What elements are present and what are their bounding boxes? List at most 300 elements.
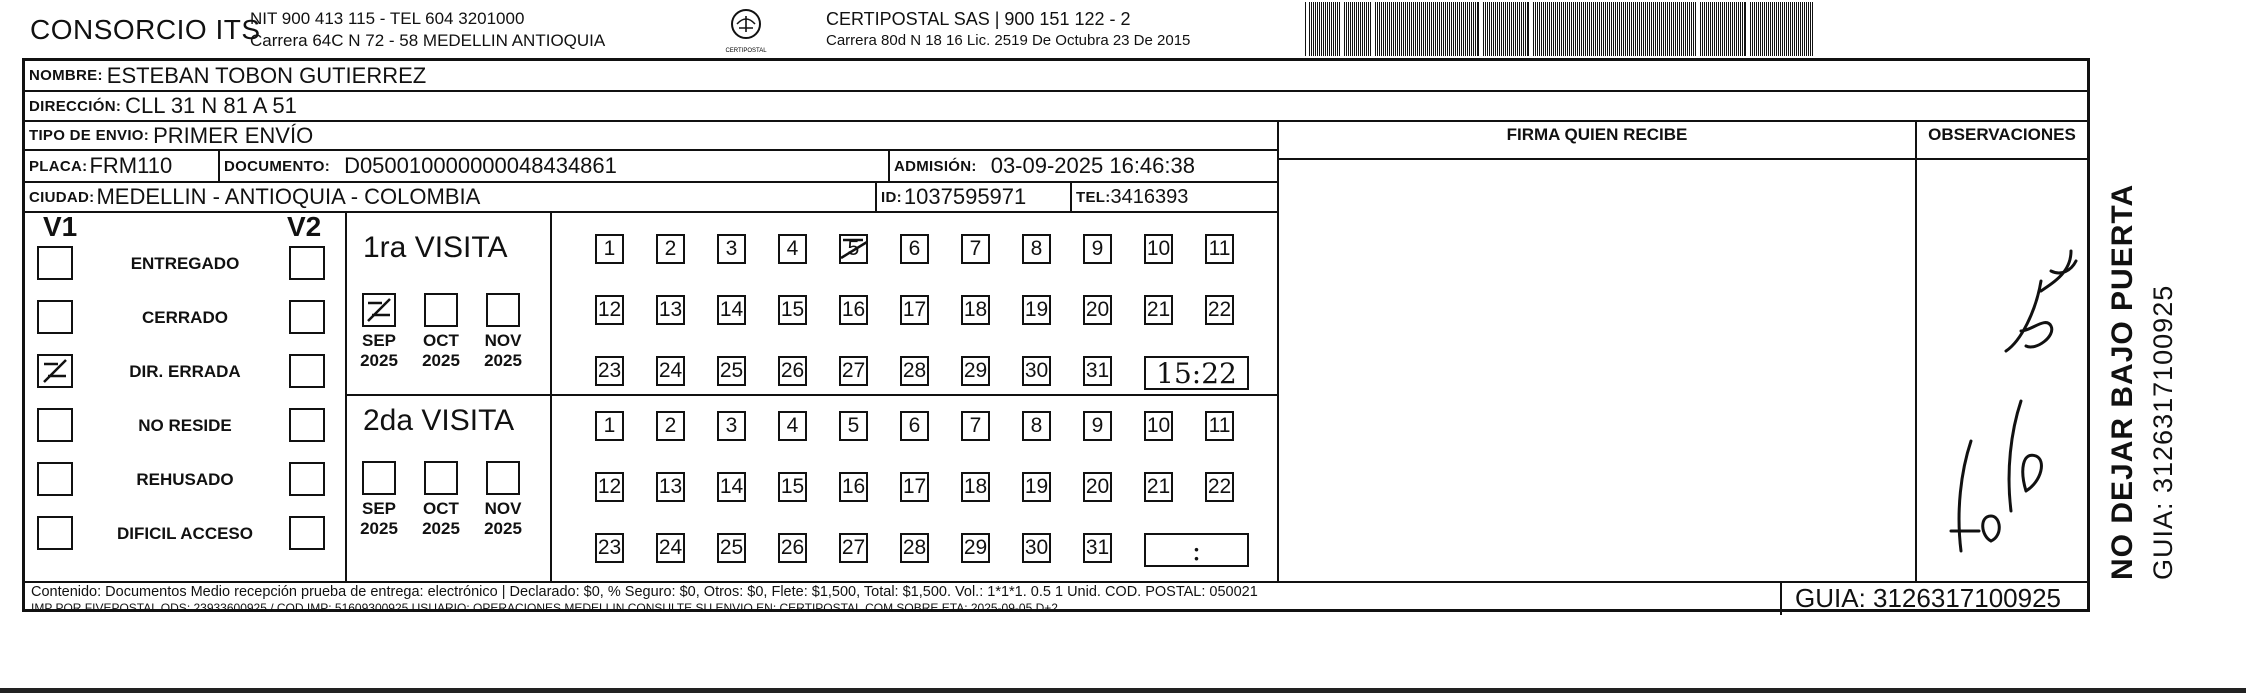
barcode-bar [1437, 2, 1438, 56]
month-name: NOV [484, 331, 522, 350]
day-box[interactable]: 6 [900, 411, 929, 441]
day-box[interactable]: 28 [900, 533, 929, 563]
barcode-bar [1321, 2, 1322, 56]
status-label: DIR. ERRADA [129, 362, 241, 381]
barcode-bar [1657, 2, 1658, 56]
barcode-bar [1441, 2, 1442, 56]
day-box[interactable]: 9 [1083, 234, 1112, 264]
day-box[interactable]: 31 [1083, 533, 1112, 563]
barcode-bar [1537, 2, 1538, 56]
status-checkbox-v1[interactable] [37, 462, 73, 496]
barcode-bar [1768, 2, 1769, 56]
barcode-bar [1738, 2, 1739, 56]
status-checkbox-v1[interactable] [37, 300, 73, 334]
divider-col-headers [1277, 158, 2087, 160]
barcode-bar [1491, 2, 1492, 56]
month-checkbox-oct[interactable] [424, 293, 458, 327]
barcode-bar [1613, 2, 1614, 56]
day-box[interactable]: 25 [717, 533, 746, 563]
barcode-bar [1487, 2, 1488, 56]
barcode-bar [1399, 2, 1400, 56]
company-address: Carrera 64C N 72 - 58 MEDELLIN ANTIOQUIA [250, 31, 606, 50]
day-box[interactable]: 18 [961, 472, 990, 502]
barcode-bar [1700, 2, 1701, 56]
barcode-bar [1764, 2, 1765, 56]
barcode-bar [1563, 2, 1564, 56]
barcode-bar [1631, 2, 1632, 56]
barcode-bar [1389, 2, 1390, 56]
barcode-bar [1469, 2, 1470, 56]
placa-label: PLACA: [29, 157, 88, 175]
status-label: REHUSADO [136, 470, 234, 489]
barcode-bar [1780, 2, 1781, 56]
barcode-bar [1770, 2, 1771, 56]
status-checkbox-v1[interactable] [37, 246, 73, 280]
day-box[interactable]: 10 [1144, 411, 1173, 441]
day-box[interactable]: 17 [900, 295, 929, 325]
status-checkbox-v2[interactable] [289, 516, 325, 550]
barcode-bar [1611, 2, 1612, 56]
barcode-bar [1391, 2, 1392, 56]
barcode-bar [1545, 2, 1546, 56]
day-box[interactable]: 22 [1205, 295, 1234, 325]
admision-value: 03-09-2025 16:46:38 [990, 153, 1195, 178]
barcode-bar [1411, 2, 1412, 56]
footer-guia: GUIA: 3126317100925 [1795, 583, 2061, 613]
status-label: DIFICIL ACCESO [116, 524, 253, 543]
month-year: 2025 [422, 519, 460, 538]
barcode-bar [1364, 2, 1365, 56]
month-year: 2025 [484, 351, 522, 370]
day-box[interactable]: 21 [1144, 295, 1173, 325]
day-box[interactable]: 2 [656, 234, 685, 264]
barcode-bar [1443, 2, 1444, 56]
ciudad-value: MEDELLIN - ANTIOQUIA - COLOMBIA [96, 184, 481, 209]
barcode-bar [1702, 2, 1703, 56]
barcode-bar [1331, 2, 1332, 56]
barcode-bar [1601, 2, 1602, 56]
barcode-bar [1501, 2, 1502, 56]
row-placa [25, 151, 1277, 183]
barcode-bar [1473, 2, 1474, 56]
footer-imp: IMP POR FIVEPOSTAL ODS: 23933600925 / COD.IMP: 51609300925 USUARIO: OPERACIONES MEDELLIN CONSULTE SU ENVIO EN: CERTIPOSTAL.COM SOBRE ETA: 2025-09-05 D+2 [31, 601, 1058, 615]
barcode-bar [1716, 2, 1717, 56]
barcode-bar [1750, 2, 1751, 56]
divider-firma [1277, 122, 1279, 583]
status-checkbox-v1[interactable] [37, 354, 73, 388]
barcode-bar [1669, 2, 1670, 56]
barcode-bar [1625, 2, 1626, 56]
day-box[interactable]: 1 [595, 234, 624, 264]
barcode-bar [1691, 2, 1692, 56]
barcode-bar [1810, 2, 1811, 56]
barcode-bar [1352, 2, 1353, 56]
barcode-bar [1335, 2, 1336, 56]
month-label [416, 331, 466, 371]
barcode-bar [1417, 2, 1418, 56]
day-box[interactable]: 25 [717, 356, 746, 386]
barcode-bar [1641, 2, 1642, 56]
barcode-bar [1459, 2, 1460, 56]
barcode-bar [1621, 2, 1622, 56]
barcode-bar [1309, 2, 1310, 56]
day-box[interactable]: 28 [900, 356, 929, 386]
barcode-bar [1808, 2, 1809, 56]
day-box[interactable]: 3 [717, 234, 746, 264]
barcode-bar [1804, 2, 1805, 56]
barcode-bar [1589, 2, 1590, 56]
day-box[interactable]: 8 [1022, 234, 1051, 264]
day-box[interactable]: 7 [961, 411, 990, 441]
month-checkbox-oct[interactable] [424, 461, 458, 495]
barcode-bar [1736, 2, 1737, 56]
barcode-bar [1569, 2, 1570, 56]
barcode-bar [1551, 2, 1552, 56]
barcode-bar [1515, 2, 1516, 56]
day-box[interactable]: 26 [778, 533, 807, 563]
barcode-bar [1471, 2, 1472, 56]
barcode-bar [1415, 2, 1416, 56]
barcode-bar [1553, 2, 1554, 56]
month-checkbox-sep[interactable] [362, 461, 396, 495]
barcode-bar [1655, 2, 1656, 56]
barcode-bar [1643, 2, 1644, 56]
barcode-bar [1637, 2, 1638, 56]
barcode-bar [1595, 2, 1596, 56]
barcode-bar [1609, 2, 1610, 56]
month-checkbox-nov[interactable] [486, 293, 520, 327]
day-box[interactable]: 13 [656, 295, 685, 325]
status-label: CERRADO [142, 308, 228, 327]
barcode-bar [1597, 2, 1598, 56]
barcode-bar [1581, 2, 1582, 56]
barcode-bar [1339, 2, 1340, 56]
barcode-bar [1724, 2, 1725, 56]
barcode-bar [1401, 2, 1402, 56]
barcode-bar [1663, 2, 1664, 56]
barcode-bar [1366, 2, 1367, 56]
day-box[interactable]: 23 [595, 356, 624, 386]
divider-footer [25, 581, 2087, 583]
barcode-bar [1673, 2, 1674, 56]
day-box[interactable]: 11 [1205, 411, 1234, 441]
barcode-bar [1327, 2, 1328, 56]
day-box[interactable]: 5 [839, 411, 868, 441]
day-box[interactable]: 18 [961, 295, 990, 325]
barcode-bar [1407, 2, 1408, 56]
barcode-bar [1659, 2, 1660, 56]
barcode-bar [1704, 2, 1705, 56]
barcode-bar [1555, 2, 1556, 56]
barcode-bar [1483, 2, 1484, 56]
id-value: 1037595971 [903, 184, 1027, 209]
barcode-bar [1802, 2, 1803, 56]
barcode-bar [1541, 2, 1542, 56]
barcode-bar [1499, 2, 1500, 56]
barcode-bar [1689, 2, 1690, 56]
barcode-bar [1356, 2, 1357, 56]
row-ciudad [25, 183, 1277, 213]
barcode-bar [1350, 2, 1351, 56]
barcode-bar [1579, 2, 1580, 56]
day-box[interactable]: 10 [1144, 234, 1173, 264]
barcode-bar [1381, 2, 1382, 56]
barcode-bar [1599, 2, 1600, 56]
time-box[interactable]: : [1144, 533, 1249, 567]
postal-info [826, 8, 1190, 52]
day-box[interactable]: 4 [778, 411, 807, 441]
month-checkbox-nov[interactable] [486, 461, 520, 495]
time-box[interactable]: 15:22 [1144, 356, 1249, 390]
visit2-title: 2da VISITA [363, 404, 515, 437]
day-box[interactable]: 27 [839, 356, 868, 386]
barcode-bar [1429, 2, 1430, 56]
day-box[interactable]: 7 [961, 234, 990, 264]
barcode-bar [1790, 2, 1791, 56]
barcode-bar [1527, 2, 1529, 56]
barcode-bar [1493, 2, 1494, 56]
barcode-bar [1409, 2, 1410, 56]
barcode-bar [1383, 2, 1384, 56]
barcode-bar [1519, 2, 1520, 56]
scan-edge [0, 688, 2246, 693]
month-label [416, 499, 466, 539]
barcode-bar [1549, 2, 1550, 56]
tipo-label: TIPO DE ENVIO: [29, 127, 150, 144]
barcode-bar [1708, 2, 1709, 56]
day-box[interactable]: 6 [900, 234, 929, 264]
barcode-bar [1467, 2, 1468, 56]
barcode-bar [1627, 2, 1628, 56]
barcode-bar [1577, 2, 1578, 56]
barcode-bar [1535, 2, 1536, 56]
barcode-bar [1521, 2, 1522, 56]
barcode-bar [1565, 2, 1566, 56]
barcode-bar [1760, 2, 1761, 56]
day-box[interactable]: 12 [595, 295, 624, 325]
barcode-bar [1583, 2, 1584, 56]
barcode-bar [1485, 2, 1486, 56]
barcode-bar [1756, 2, 1757, 56]
month-name: SEP [361, 331, 397, 350]
certipostal-logo [724, 6, 768, 56]
barcode-bar [1786, 2, 1787, 56]
barcode-bar [1413, 2, 1414, 56]
barcode-bar [1455, 2, 1456, 56]
barcode-bar [1497, 2, 1498, 56]
admision-label: ADMISIÓN: [894, 157, 977, 175]
barcode-bar [1433, 2, 1434, 56]
barcode-bar [1728, 2, 1729, 56]
barcode-bar [1425, 2, 1426, 56]
status-checkbox-v2[interactable] [289, 300, 325, 334]
day-box[interactable]: 14 [717, 472, 746, 502]
documento-value: D050010000000048434861 [344, 153, 617, 178]
barcode-bar [1607, 2, 1608, 56]
barcode-bar [1533, 2, 1534, 56]
day-box[interactable]: 13 [656, 472, 685, 502]
row-tipo [25, 122, 1277, 151]
month-name: NOV [484, 499, 522, 518]
status-checkbox-v2[interactable] [289, 462, 325, 496]
day-box[interactable]: 4 [778, 234, 807, 264]
barcode-bar [1639, 2, 1640, 56]
row-direccion [25, 92, 2087, 122]
barcode-bar [1503, 2, 1504, 56]
barcode-bar [1619, 2, 1620, 56]
barcode-bar [1451, 2, 1452, 56]
day-box[interactable]: 30 [1022, 533, 1051, 563]
barcode-bar [1567, 2, 1568, 56]
barcode-bar [1317, 2, 1318, 56]
side-guia: GUIA: 3126317100925 [2148, 284, 2178, 580]
day-box[interactable]: 24 [656, 533, 685, 563]
month-year: 2025 [484, 519, 522, 538]
day-box[interactable]: 22 [1205, 472, 1234, 502]
month-label [354, 499, 404, 539]
barcode-bar [1667, 2, 1668, 56]
company-name: CONSORCIO ITS [30, 14, 261, 45]
day-box[interactable]: 15 [778, 295, 807, 325]
day-box[interactable]: 26 [778, 356, 807, 386]
barcode-bar [1800, 2, 1801, 56]
day-box[interactable]: 8 [1022, 411, 1051, 441]
status-checkbox-v2[interactable] [289, 408, 325, 442]
day-box[interactable]: 3 [717, 411, 746, 441]
barcode-bar [1788, 2, 1789, 56]
status-checkbox-v2[interactable] [289, 246, 325, 280]
month-name: OCT [423, 331, 459, 350]
barcode-bar [1385, 2, 1386, 56]
barcode-bar [1405, 2, 1406, 56]
barcode-bar [1784, 2, 1785, 56]
barcode-bar [1798, 2, 1799, 56]
status-checkbox-v2[interactable] [289, 354, 325, 388]
day-box[interactable]: 9 [1083, 411, 1112, 441]
day-box[interactable]: 17 [900, 472, 929, 502]
barcode-bar [1796, 2, 1797, 56]
day-box[interactable]: 16 [839, 295, 868, 325]
tel-label: TEL: [1076, 188, 1111, 206]
day-box[interactable]: 20 [1083, 295, 1112, 325]
barcode-bar [1647, 2, 1648, 56]
footer-contenido: Contenido: Documentos Medio recepción prueba de entrega: electrónico | Declarado: $0, % Seguro: $0, Otros: $0, Flete: $1,500, Total: $1,500. Vol.: 1*1*1. 0.5 1 Unid. COD. POSTAL: 050021 [31, 584, 1258, 600]
barcode [1305, 2, 1815, 56]
barcode-bar [1593, 2, 1594, 56]
barcode-bar [1651, 2, 1652, 56]
company-info [250, 8, 605, 52]
barcode-bar [1362, 2, 1363, 56]
no-dejar-label: NO DEJAR BAJO PUERTA [2106, 183, 2139, 580]
barcode-bar [1687, 2, 1688, 56]
barcode-bar [1710, 2, 1711, 56]
day-box[interactable]: 12 [595, 472, 624, 502]
day-box[interactable]: 14 [717, 295, 746, 325]
ciudad-label: CIUDAD: [29, 188, 95, 206]
status-label: ENTREGADO [130, 254, 240, 273]
barcode-bar [1742, 2, 1743, 56]
barcode-bar [1511, 2, 1512, 56]
barcode-bar [1305, 2, 1306, 56]
tel-value: 3416393 [1110, 185, 1189, 208]
barcode-bar [1623, 2, 1624, 56]
day-box[interactable]: 11 [1205, 234, 1234, 264]
barcode-bar [1370, 2, 1371, 56]
day-box[interactable]: 16 [839, 472, 868, 502]
barcode-bar [1615, 2, 1616, 56]
barcode-bar [1782, 2, 1783, 56]
day-box[interactable]: 21 [1144, 472, 1173, 502]
barcode-bar [1653, 2, 1654, 56]
barcode-bar [1752, 2, 1753, 56]
status-checkbox-v1[interactable] [37, 516, 73, 550]
day-box[interactable]: 24 [656, 356, 685, 386]
v1-header: V1 [43, 211, 78, 242]
month-checkbox-sep[interactable] [362, 293, 396, 327]
barcode-bar [1360, 2, 1361, 56]
barcode-bar [1633, 2, 1634, 56]
barcode-bar [1671, 2, 1672, 56]
day-box[interactable]: 31 [1083, 356, 1112, 386]
barcode-bar [1325, 2, 1326, 56]
divider-status [345, 213, 347, 583]
day-box[interactable]: 15 [778, 472, 807, 502]
barcode-bar [1714, 2, 1715, 56]
day-box[interactable]: 29 [961, 533, 990, 563]
month-year: 2025 [360, 351, 398, 370]
barcode-bar [1792, 2, 1793, 56]
day-box[interactable]: 19 [1022, 295, 1051, 325]
barcode-bar [1489, 2, 1490, 56]
barcode-bar [1726, 2, 1727, 56]
day-box[interactable]: 1 [595, 411, 624, 441]
barcode-bar [1685, 2, 1686, 56]
barcode-bar [1712, 2, 1713, 56]
day-box[interactable]: 19 [1022, 472, 1051, 502]
barcode-bar [1675, 2, 1676, 56]
day-box[interactable]: 20 [1083, 472, 1112, 502]
delivery-form [22, 58, 2090, 615]
barcode-bar [1387, 2, 1388, 56]
barcode-bar [1557, 2, 1558, 56]
day-box[interactable]: 5 [839, 234, 868, 264]
observaciones-header: OBSERVACIONES [1928, 125, 2076, 144]
nombre-value: ESTEBAN TOBON GUTIERREZ [106, 62, 427, 88]
day-box[interactable]: 30 [1022, 356, 1051, 386]
day-box[interactable]: 29 [961, 356, 990, 386]
barcode-bar [1734, 2, 1735, 56]
barcode-bar [1605, 2, 1606, 56]
barcode-bar [1475, 2, 1476, 56]
day-box[interactable]: 23 [595, 533, 624, 563]
row-nombre [25, 61, 2087, 92]
barcode-bar [1523, 2, 1524, 56]
day-box[interactable]: 2 [656, 411, 685, 441]
status-checkbox-v1[interactable] [37, 408, 73, 442]
day-box[interactable]: 27 [839, 533, 868, 563]
barcode-bar [1525, 2, 1526, 56]
v2-header: V2 [287, 211, 322, 242]
barcode-bar [1346, 2, 1347, 56]
barcode-bar [1754, 2, 1755, 56]
barcode-bar [1591, 2, 1592, 56]
month-name: OCT [423, 499, 459, 518]
barcode-bar [1397, 2, 1398, 56]
placa-value: FRM110 [89, 153, 173, 178]
barcode-bar [1722, 2, 1723, 56]
barcode-bar [1403, 2, 1404, 56]
barcode-bar [1337, 2, 1338, 56]
